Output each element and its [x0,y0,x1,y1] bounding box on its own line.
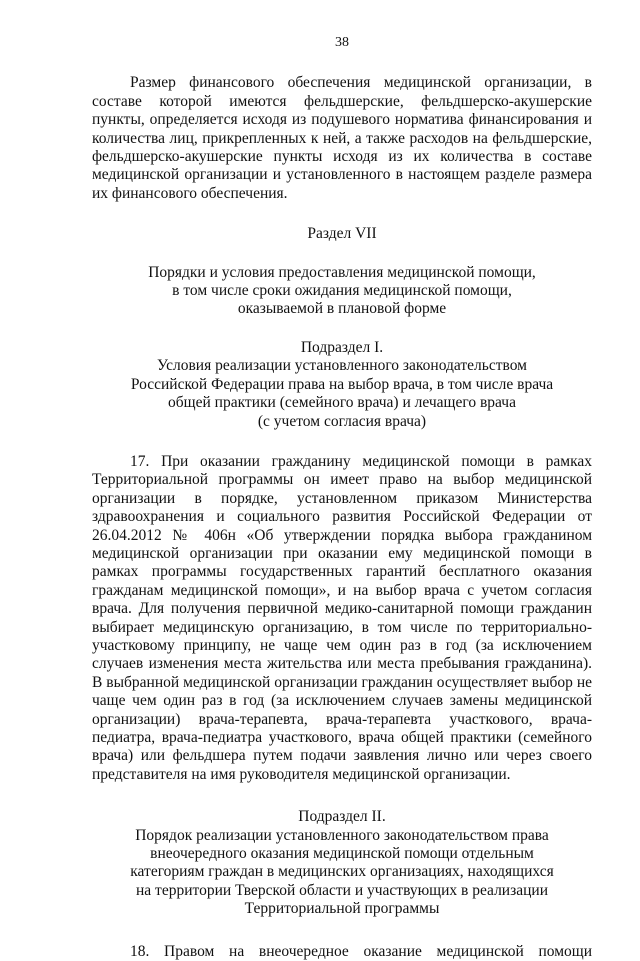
subsection-2-title-line-4: на территории Тверской области и участвующих в реализации [136,881,548,899]
subsection-2-title-line-3: категориям граждан в медицинских организациях, находящихся [130,863,554,881]
section-title-line-3: оказываемой в плановой форме [237,300,447,318]
section-label: Раздел VII [307,225,377,243]
subsection-2-label: Подраздел II. [298,808,386,826]
subsection-2-title-line-5: Территориальной программы [244,900,440,918]
paragraph-17: 17. При оказании гражданину медицинской помощи в рамках Территориальной программы он имеет право на выбор медицинской организации в порядке, установленном приказом Министерства здравоохранения и социального развития Российской Федерации от 26.04.2012 № 406н «Об утверждении порядка выбора гражданином медицинской организации при оказании ему медицинской помощи в рамках программы государственных гарантий бесплатного оказания гражданам медицинской помощи», и на выбор врача с учетом согласия врача. Для получения первичной медико-санитарной помощи гражданин выбирает медицинскую организацию, в том числе по территориально-участковому принципу, не чаще чем один раз в год (за исключением случаев изменения места жительства или места пребывания гражданина). В выбранной медицинской организации гражданин осуществляет выбор не чаще чем один раз в год (за исключением случаев замены медицинской организации) врача-терапевта, врача-терапевта участкового, врача-педиатра, врача-педиатра участкового, врача общей практики (семейного врача) или фельдшера путем подачи заявления лично или через своего представителя на имя руководителя медицинской организации. [92,452,592,783]
section-heading [92,225,592,319]
subsection-1-title-line-1: Условия реализации установленного законодательством [157,357,527,375]
paragraph-18: 18. Правом на внеочередное оказание медицинской помощи [130,942,592,960]
subsection-2-heading [92,808,592,918]
financing-paragraph: Размер финансового обеспечения медицинской организации, в составе которой имеются фельдшерские, фельдшерско-акушерские пункты, определяется исходя из подушевого норматива финансирования и количества лиц, прикрепленных к ней, а также расходов на фельдшерские, фельдшерско-акушерские пункты исходя из их количества в составе медицинской организации и установленного в настоящем разделе размера их финансового обеспечения. [92,74,592,202]
subsection-2-title-line-2: внеочередного оказания медицинской помощи отдельным [150,845,534,863]
section-title-line-1: Порядки и условия предоставления медицинской помощи, [148,263,536,281]
subsection-1-title-line-4: (с учетом согласия врача) [257,412,427,430]
subsection-1-title-line-3: общей практики (семейного врача) и лечащего врача [168,394,516,412]
subsection-1-label: Подраздел I. [300,338,384,356]
subsection-1-title-line-2: Российской Федерации права на выбор врача, в том числе врача [130,375,554,393]
page-number: 38 [335,35,349,50]
subsection-1-heading [92,339,592,431]
subsection-2-title-line-1: Порядок реализации установленного законодательством права [135,826,549,844]
section-title-line-2: в том числе сроки ожидания медицинской помощи, [172,282,512,300]
document-page [92,34,592,961]
